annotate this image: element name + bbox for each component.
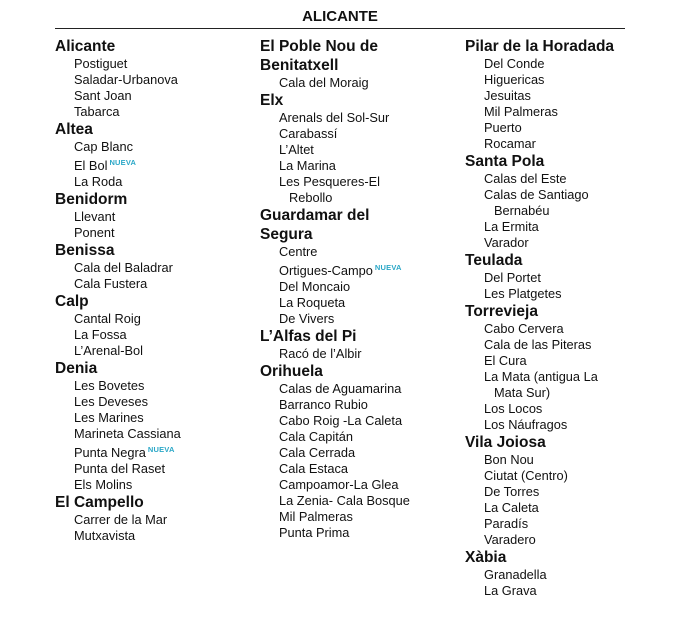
- new-badge: NUEVA: [374, 263, 402, 272]
- beach-item: [484, 171, 665, 187]
- beach-name-line: Bon Nou: [484, 452, 534, 467]
- beach-name-line: Campoamor-La Glea: [279, 477, 399, 492]
- beach-name-line: Sant Joan: [74, 88, 132, 103]
- municipality-name-line: Orihuela: [260, 363, 323, 380]
- beach-item: [484, 417, 665, 433]
- beach-item: [484, 516, 665, 532]
- municipality-name-line: Santa Pola: [465, 153, 545, 170]
- beach-item: [74, 394, 245, 410]
- beach-item: [279, 429, 450, 445]
- beach-name-line: Varador: [484, 235, 529, 250]
- beach-item: [484, 468, 665, 484]
- municipality-name-line: Alicante: [55, 38, 116, 55]
- beach-name-line: Centre: [279, 244, 318, 259]
- beach-name-line: De Vivers: [279, 311, 335, 326]
- beach-name-line: Les Marines: [74, 410, 144, 425]
- beach-item: [74, 343, 245, 359]
- column-3: [465, 37, 665, 599]
- beach-item: [74, 378, 245, 394]
- beach-item: [484, 500, 665, 516]
- beach-name-line: Cala Estaca: [279, 461, 348, 476]
- beach-name-line: Mil Palmeras: [279, 509, 353, 524]
- beach-name-line: Cabo Cervera: [484, 321, 564, 336]
- beach-name-line: Racó de l’Albir: [279, 346, 362, 361]
- beach-name-line: Calas de Santiago: [484, 187, 589, 202]
- beach-name-line: Higuericas: [484, 72, 545, 87]
- municipality-heading: [260, 37, 450, 75]
- beach-item: [484, 532, 665, 548]
- beach-item: [279, 381, 450, 397]
- beach-name-line: Los Náufragos: [484, 417, 568, 432]
- beach-name-line: Cap Blanc: [74, 139, 134, 154]
- beach-name-line: Arenals del Sol-Sur: [279, 110, 390, 125]
- beach-name-line: Les Deveses: [74, 394, 148, 409]
- beach-item: [279, 509, 450, 525]
- beach-name-line: Rebollo: [289, 190, 333, 205]
- beach-item: [74, 528, 245, 544]
- beach-name-line: La Grava: [484, 583, 537, 598]
- beach-item: [74, 276, 245, 292]
- municipality-heading: [465, 302, 665, 321]
- beach-item: [74, 260, 245, 276]
- municipality-name-line: Benidorm: [55, 191, 128, 208]
- beach-item: [279, 346, 450, 362]
- municipality-heading: [55, 292, 245, 311]
- page-title: ALICANTE: [302, 8, 378, 25]
- beach-name-line: Los Locos: [484, 401, 543, 416]
- beach-item: [484, 369, 665, 401]
- column-2: [260, 37, 450, 541]
- municipality-name-line: Benitatxell: [260, 57, 339, 74]
- beach-item: [484, 321, 665, 337]
- beach-item: [484, 104, 665, 120]
- beach-item: [279, 295, 450, 311]
- municipality-heading: [465, 152, 665, 171]
- beach-name-line: Calas de Aguamarina: [279, 381, 402, 396]
- beach-item: [74, 442, 245, 461]
- municipality-name-line: El Poble Nou de: [260, 38, 378, 55]
- beach-item: [484, 270, 665, 286]
- municipality-heading: [55, 359, 245, 378]
- municipality-name-line: Xàbia: [465, 549, 507, 566]
- beach-item: [484, 484, 665, 500]
- beach-name-line: Jesuitas: [484, 88, 531, 103]
- municipality-heading: [55, 493, 245, 512]
- municipality-heading: [260, 362, 450, 381]
- beach-item: [74, 174, 245, 190]
- beach-item: [484, 235, 665, 251]
- beach-name-line: Les Platgetes: [484, 286, 562, 301]
- municipality-heading: [260, 91, 450, 110]
- beach-item: [484, 72, 665, 88]
- beach-item: [484, 353, 665, 369]
- beach-name-line: Cala del Moraig: [279, 75, 369, 90]
- beach-name-line: Tabarca: [74, 104, 120, 119]
- beach-name-line: La Zenia- Cala Bosque: [279, 493, 410, 508]
- beach-item: [74, 426, 245, 442]
- beach-name-line: Saladar-Urbanova: [74, 72, 178, 87]
- municipality-name-line: El Campello: [55, 494, 144, 511]
- beach-name-line: Carrer de la Mar: [74, 512, 168, 527]
- beach-name-line: Carabassí: [279, 126, 338, 141]
- beach-name-line: Ciutat (Centro): [484, 468, 568, 483]
- beach-name-line: Cala Capitán: [279, 429, 353, 444]
- beach-item: [484, 583, 665, 599]
- beach-item: [279, 110, 450, 126]
- beach-name-line: Cala de las Piteras: [484, 337, 592, 352]
- beach-name-line: Ponent: [74, 225, 115, 240]
- new-badge: NUEVA: [109, 158, 137, 167]
- beach-name-line: L’Arenal-Bol: [74, 343, 144, 358]
- beach-item: [74, 155, 245, 174]
- beach-item: [484, 187, 665, 219]
- beach-item: [484, 567, 665, 583]
- municipality-heading: [465, 251, 665, 270]
- beach-name-line: Cala Cerrada: [279, 445, 356, 460]
- beach-item: [279, 126, 450, 142]
- beach-item: [74, 139, 245, 155]
- municipality-name-line: Calp: [55, 293, 89, 310]
- beach-name-line: Punta Negra: [74, 445, 146, 460]
- beach-item: [74, 88, 245, 104]
- beach-name-line: Llevant: [74, 209, 116, 224]
- municipality-name-line: Guardamar del: [260, 207, 370, 224]
- beach-item: [279, 244, 450, 260]
- beach-name-line: De Torres: [484, 484, 540, 499]
- municipality-name-line: Teulada: [465, 252, 523, 269]
- beach-name-line: Mutxavista: [74, 528, 136, 543]
- beach-name-line: Mata Sur): [494, 385, 551, 400]
- beach-name-line: Postiguet: [74, 56, 128, 71]
- beach-item: [74, 56, 245, 72]
- municipality-heading: [55, 37, 245, 56]
- beach-item: [279, 260, 450, 279]
- beach-name-line: La Ermita: [484, 219, 539, 234]
- beach-name-line: Rocamar: [484, 136, 536, 151]
- beach-name-line: Del Portet: [484, 270, 541, 285]
- beach-name-line: Puerto: [484, 120, 522, 135]
- beach-name-line: Ortigues-Campo: [279, 263, 373, 278]
- beach-item: [484, 120, 665, 136]
- beach-item: [74, 410, 245, 426]
- beach-item: [279, 477, 450, 493]
- beach-name-line: Cala del Baladrar: [74, 260, 173, 275]
- municipality-name-line: Denia: [55, 360, 98, 377]
- beach-name-line: La Roda: [74, 174, 123, 189]
- beach-name-line: La Mata (antigua La: [484, 369, 598, 384]
- municipality-name-line: Vila Joiosa: [465, 434, 546, 451]
- beach-item: [74, 461, 245, 477]
- beach-item: [74, 327, 245, 343]
- beach-name-line: Les Pesqueres-El: [279, 174, 381, 189]
- beach-name-line: Les Bovetes: [74, 378, 145, 393]
- beach-name-line: Cala Fustera: [74, 276, 148, 291]
- beach-item: [74, 512, 245, 528]
- beach-item: [279, 311, 450, 327]
- beach-name-line: La Caleta: [484, 500, 539, 515]
- municipality-name-line: Benissa: [55, 242, 115, 259]
- beach-name-line: Cantal Roig: [74, 311, 141, 326]
- beach-name-line: Varadero: [484, 532, 536, 547]
- beach-item: [484, 337, 665, 353]
- beach-item: [74, 225, 245, 241]
- beach-item: [484, 401, 665, 417]
- beach-item: [484, 452, 665, 468]
- municipality-heading: [465, 548, 665, 567]
- beach-name-line: Calas del Este: [484, 171, 567, 186]
- beach-item: [484, 88, 665, 104]
- beach-name-line: Bernabéu: [494, 203, 550, 218]
- municipality-heading: [465, 37, 665, 56]
- beach-name-line: El Cura: [484, 353, 527, 368]
- municipality-heading: [260, 327, 450, 346]
- beach-item: [279, 413, 450, 429]
- beach-name-line: La Fossa: [74, 327, 127, 342]
- municipality-name-line: Altea: [55, 121, 93, 138]
- beach-item: [279, 525, 450, 541]
- beach-name-line: La Marina: [279, 158, 336, 173]
- beach-name-line: Paradís: [484, 516, 529, 531]
- beach-name-line: Marineta Cassiana: [74, 426, 181, 441]
- beach-name-line: Del Conde: [484, 56, 545, 71]
- beach-name-line: Del Moncaio: [279, 279, 351, 294]
- beach-name-line: L’Altet: [279, 142, 314, 157]
- municipality-name-line: Elx: [260, 92, 284, 109]
- new-badge: NUEVA: [147, 445, 175, 454]
- beach-name-line: La Roqueta: [279, 295, 346, 310]
- beach-item: [484, 219, 665, 235]
- beach-item: [279, 174, 450, 206]
- municipality-name-line: Pilar de la Horadada: [465, 38, 615, 55]
- beach-item: [74, 477, 245, 493]
- beach-item: [279, 158, 450, 174]
- column-1: [55, 37, 245, 544]
- municipality-heading: [465, 433, 665, 452]
- municipality-name-line: Torrevieja: [465, 303, 538, 320]
- beach-name-line: Punta Prima: [279, 525, 350, 540]
- beach-item: [279, 493, 450, 509]
- beach-name-line: Cabo Roig -La Caleta: [279, 413, 403, 428]
- beach-item: [74, 104, 245, 120]
- beach-item: [279, 445, 450, 461]
- municipality-heading: [260, 206, 450, 244]
- beach-item: [279, 75, 450, 91]
- beach-name-line: Els Molins: [74, 477, 133, 492]
- beach-name-line: Punta del Raset: [74, 461, 166, 476]
- beach-item: [279, 461, 450, 477]
- beach-item: [74, 209, 245, 225]
- beach-item: [484, 286, 665, 302]
- beach-item: [279, 142, 450, 158]
- beach-name-line: El Bol: [74, 158, 108, 173]
- municipality-heading: [55, 241, 245, 260]
- beach-name-line: Mil Palmeras: [484, 104, 558, 119]
- municipality-name-line: L’Alfas del Pi: [260, 328, 357, 345]
- beach-item: [279, 397, 450, 413]
- beach-item: [74, 311, 245, 327]
- beach-item: [484, 136, 665, 152]
- beach-item: [279, 279, 450, 295]
- title-divider: [55, 28, 625, 29]
- municipality-heading: [55, 120, 245, 139]
- beach-name-line: Granadella: [484, 567, 547, 582]
- municipality-heading: [55, 190, 245, 209]
- beach-name-line: Barranco Rubio: [279, 397, 368, 412]
- beach-item: [484, 56, 665, 72]
- municipality-name-line: Segura: [260, 226, 313, 243]
- beach-item: [74, 72, 245, 88]
